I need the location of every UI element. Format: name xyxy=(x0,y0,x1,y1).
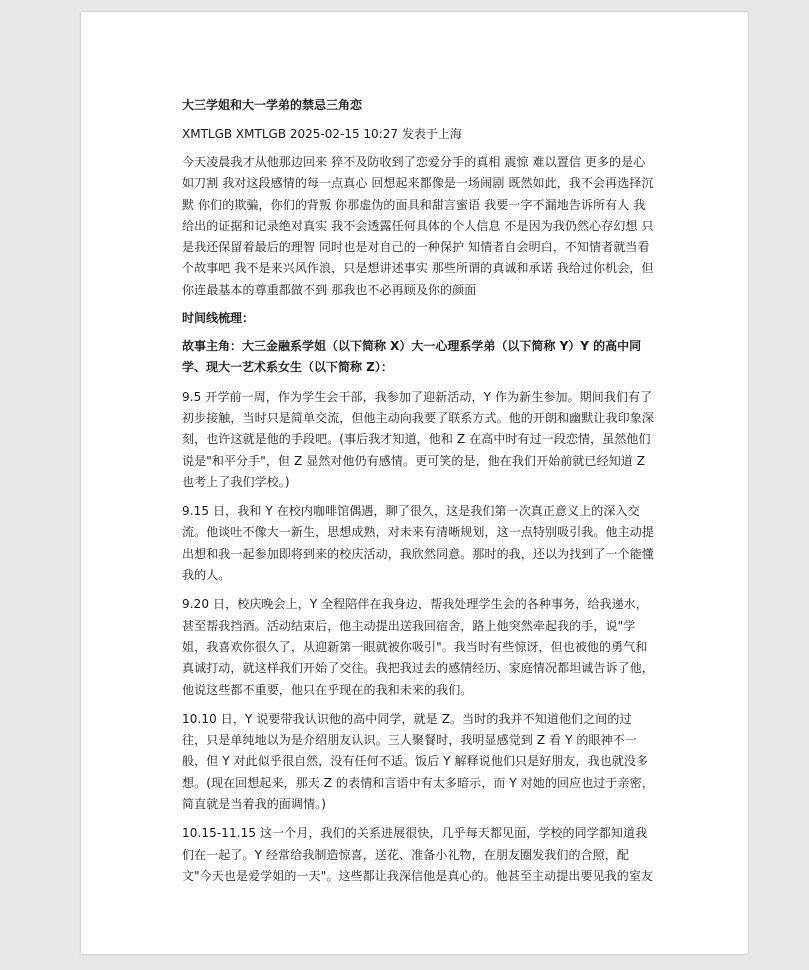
intro-paragraph: 今天凌晨我才从他那边回来 猝不及防收到了恋爱分手的真相 震惊 难以置信 更多的是心如刀割 我对这段感情的每一点真心 回想起来都像是一场闹剧 既然如此，我不会再选择沉默 你们的欺骗，你们的背叛 你那虚伪的面具和甜言蜜语 我要一字不漏地告诉所有人 我给出的证据和记录绝对真实 我不会透露任何具体的个人信息 不是因为我仍然心存幻想 只是我还保留着最后的理智 同时也是对自己的一种保护 知情者自会明白，不知情者就当看个故事吧 我不是来兴风作浪，只是想讲述事实 那些所谓的真诚和承诺 我给过你机会，但你连最基本的尊重都做不到 那我也不必再顾及你的颜面 xyxy=(182,155,654,297)
document-page xyxy=(81,12,748,954)
article-title: 大三学姐和大一学弟的禁忌三角恋 xyxy=(182,98,363,112)
timeline-entry-1015-1115: 10.15-11.15 这一个月，我们的关系进展很快，几乎每天都见面，学校的同学都知道我们在一起了。Y 经常给我制造惊喜，送花、准备小礼物，在朋友圈发我们的合照，配文"今天也是爱学姐的一天"。这些都让我深信他是真心的。他甚至主动提出要见我的室友 xyxy=(182,826,654,883)
timeline-entry-0915: 9.15 日，我和 Y 在校内咖啡馆偶遇，聊了很久，这是我们第一次真正意义上的深入交流。他谈吐不像大一新生，思想成熟，对未来有清晰规划，这一点特别吸引我。他主动提出想和我一起参加即将到来的校庆活动，我欣然同意。那时的我，还以为找到了一个能懂我的人。 xyxy=(182,504,654,583)
timeline-entry-0920: 9.20 日，校庆晚会上，Y 全程陪伴在我身边，帮我处理学生会的各种事务，给我递水，甚至帮我挡酒。活动结束后，他主动提出送我回宿舍，路上他突然牵起我的手，说"学姐，我喜欢你很久了，从迎新第一眼就被你吸引"。我当时有些惊讶，但也被他的勇气和真诚打动，就这样我们开始了交往。我把我过去的感情经历、家庭情况都坦诚告诉了他，他说这些都不重要，他只在乎现在的我和未来的我们。 xyxy=(182,597,654,697)
timeline-entry-0905: 9.5 开学前一周，作为学生会干部，我参加了迎新活动，Y 作为新生参加。期间我们有了初步接触，当时只是简单交流，但他主动向我要了联系方式。他的开朗和幽默让我印象深刻，也许这就是他的手段吧。(事后我才知道，他和 Z 在高中时有过一段恋情，虽然他们说是"和平分手"，但 Z 显然对他仍有感情。更可笑的是，他在我们开始前就已经知道 Z 也考上了我们学校。) xyxy=(182,389,654,489)
timeline-heading: 时间线梳理： xyxy=(182,311,255,326)
timeline-entry-1010: 10.10 日，Y 说要带我认识他的高中同学，就是 Z。当时的我并不知道他们之间的过往，只是单纯地以为是介绍朋友认识。三人聚餐时，我明显感觉到 Z 看 Y 的眼神不一般，但 Y 对此似乎很自然，没有任何不适。饭后 Y 解释说他们只是好朋友，我也就没多想。(现在回想起来，那天 Z 的表情和言语中有太多暗示，而 Y 对她的回应也过于亲密，简直就是当着我的面调情。) xyxy=(182,711,654,812)
article-meta: XMTLGB XMTLGB 2025-02-15 10:27 发表于上海 xyxy=(182,127,462,141)
protagonists-heading: 故事主角：大三金融系学姐（以下简称 X）大一心理系学弟（以下简称 Y）Y 的高中同学、现大一艺术系女生（以下简称 Z）： xyxy=(182,339,642,375)
